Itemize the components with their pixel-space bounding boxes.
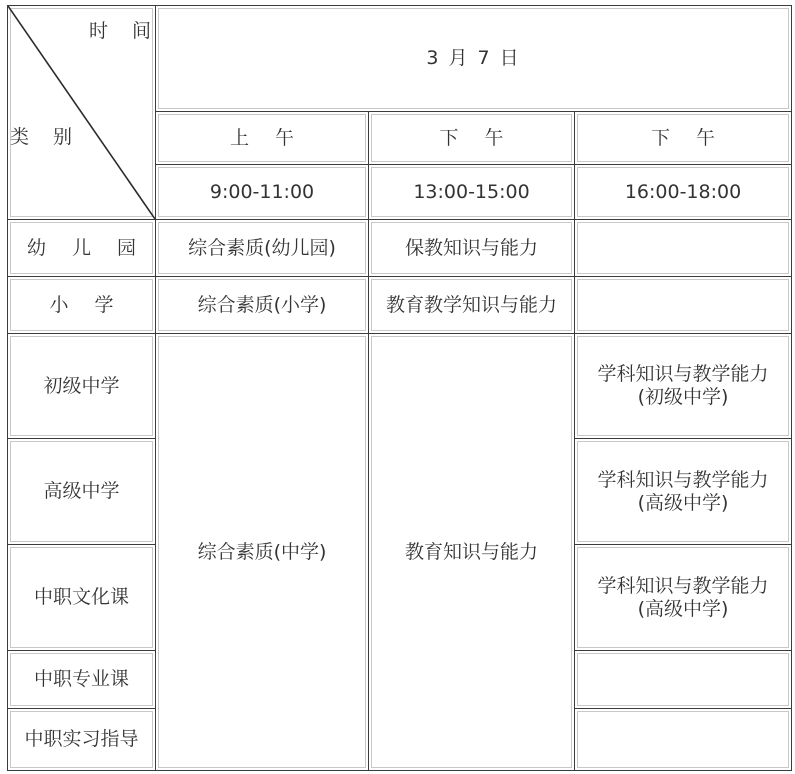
category-junior-middle: 初级中学 [8,334,156,439]
header-corner-cell [8,6,156,220]
subject-kindergarten-evening [575,220,792,277]
category-vocational-practice: 中职实习指导 [8,709,156,771]
subject-vocational-professional-evening [575,651,792,709]
session-period-morning: 上 午 [156,112,369,165]
category-vocational-professional: 中职专业课 [8,651,156,709]
subject-vocational-practice-evening [575,709,792,771]
session-time-evening: 16:00-18:00 [575,165,792,220]
subject-junior-middle-evening [575,334,792,439]
session-period-evening: 下 午 [575,112,792,165]
subject-primary-evening [575,277,792,334]
table-row [8,277,792,334]
subject-middle-morning: 综合素质(中学) [156,334,369,771]
exam-schedule-table [7,5,792,771]
category-senior-middle: 高级中学 [8,439,156,545]
subject-middle-afternoon: 教育知识与能力 [369,334,575,771]
subject-kindergarten-afternoon: 保教知识与能力 [369,220,575,277]
session-period-afternoon: 下 午 [369,112,575,165]
subject-primary-morning: 综合素质(小学) [156,277,369,334]
subject-kindergarten-morning: 综合素质(幼儿园) [156,220,369,277]
category-primary: 小 学 [8,277,156,334]
subject-line: (初级中学) [637,386,729,408]
corner-category-label: 类 别 [10,126,73,148]
category-vocational-culture: 中职文化课 [8,545,156,651]
category-kindergarten: 幼 儿 园 [8,220,156,277]
table-row [8,334,792,439]
corner-time-label: 时 间 [88,20,151,42]
session-time-afternoon: 13:00-15:00 [369,165,575,220]
table-row [8,220,792,277]
exam-date: 3 月 7 日 [156,6,792,112]
subject-primary-afternoon: 教育教学知识与能力 [369,277,575,334]
subject-line: 学科知识与教学能力 [597,574,769,597]
subject-senior-middle-evening [575,439,792,545]
session-time-morning: 9:00-11:00 [156,165,369,220]
subject-line: (高级中学) [637,597,729,620]
subject-line: 学科知识与教学能力 [597,468,769,491]
subject-vocational-culture-evening [575,545,792,651]
subject-line: 学科知识与教学能力 [597,363,769,386]
subject-line: (高级中学) [637,491,729,514]
